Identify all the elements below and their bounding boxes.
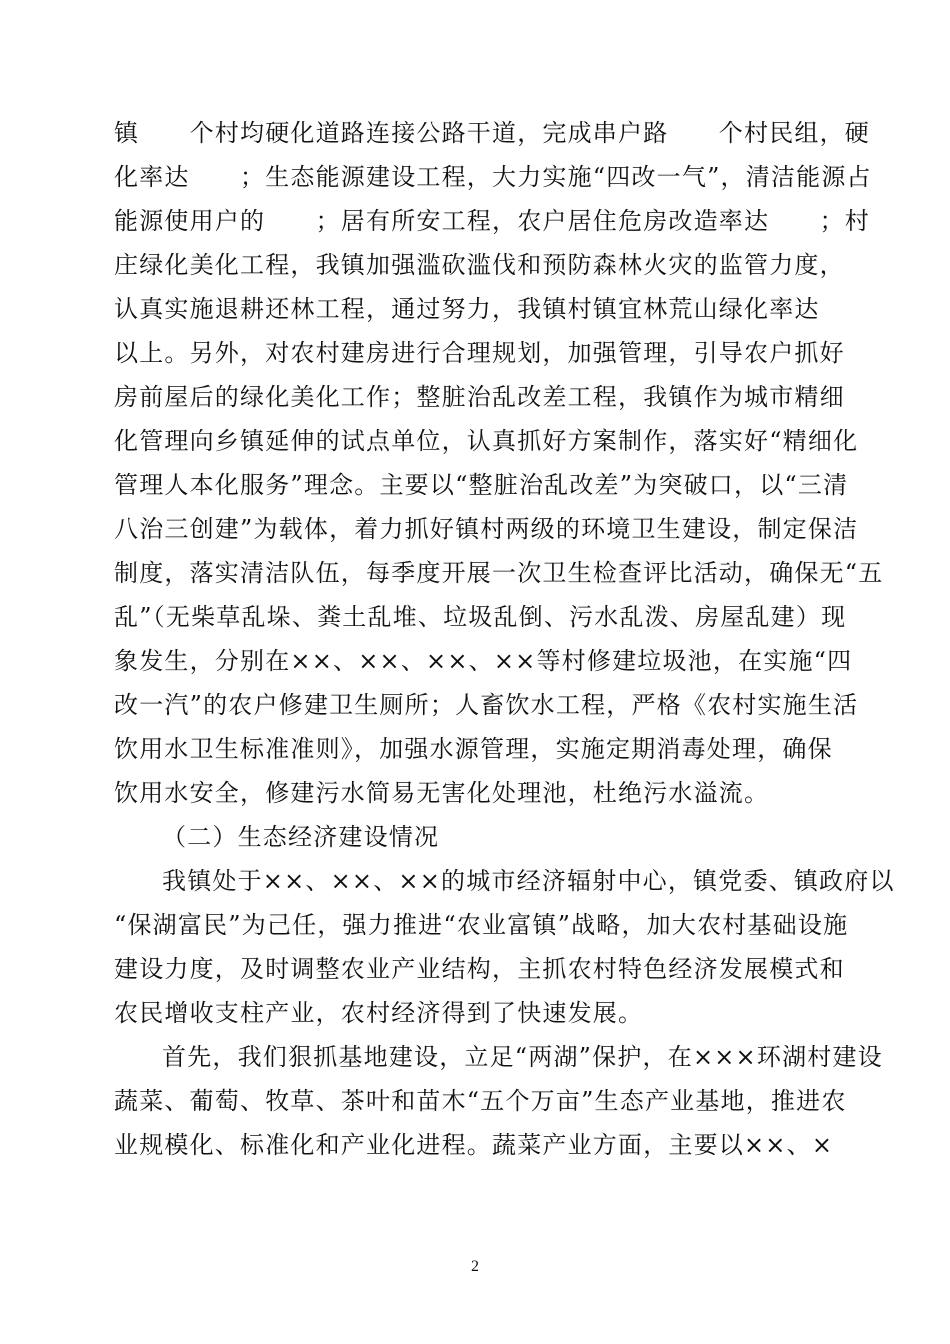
text-line: 镇 个村均硬化道路连接公路干道，完成串户路 个村民组，硬 [114,119,870,147]
text-line: 制度，落实清洁队伍，每季度开展一次卫生检查评比活动，确保无“五 [114,559,884,587]
text-line: 房前屋后的绿化美化工作；整脏治乱改差工程，我镇作为城市精细 [114,383,845,411]
text-line: 首先，我们狠抓基地建设，立足“两湖”保护，在×××环湖村建设 [162,1043,883,1071]
text-line: 饮用水卫生标准准则》，加强水源管理，实施定期消毒处理，确保 [114,735,833,763]
text-line: 改一汽”的农户修建卫生厕所；人畜饮水工程，严格《农村实施生活 [114,691,859,719]
text-line: 认真实施退耕还林工程，通过努力，我镇村镇宜林荒山绿化率达 [114,295,820,323]
text-line: 化管理向乡镇延伸的试点单位，认真抓好方案制作，落实好“精细化 [114,427,859,455]
text-line: 八治三创建”为载体，着力抓好镇村两级的环境卫生建设，制定保洁 [114,515,859,543]
text-line: 以上。另外，对农村建房进行合理规划，加强管理，引导农户抓好 [114,339,845,367]
text-line: 庄绿化美化工程，我镇加强滥砍滥伐和预防森林火灾的监管力度， [114,251,845,279]
section-heading: （二）生态经济建设情况 [162,823,440,851]
text-line: 农民增收支柱产业，农村经济得到了快速发展。 [114,999,644,1027]
text-line: “保湖富民”为己任，强力推进“农业富镇”战略，加大农村基础设施 [114,911,849,939]
text-line: 饮用水安全，修建污水简易无害化处理池，杜绝污水溢流。 [114,779,770,807]
text-line: 管理人本化服务”理念。主要以“整脏治乱改差”为突破口，以“三清 [114,471,849,499]
text-line: 象发生，分别在××、××、××、××等村修建垃圾池，在实施“四 [114,647,853,675]
text-line: 乱”（无柴草乱垛、粪土乱堆、垃圾乱倒、污水乱泼、房屋乱建）现 [114,603,847,631]
text-line: 业规模化、标准化和产业化进程。蔬菜产业方面，主要以××、× [114,1131,834,1159]
text-line: 能源使用户的 ；居有所安工程，农户居住危房改造率达 ；村 [114,207,870,235]
text-line: 我镇处于××、××、××的城市经济辐射中心，镇党委、镇政府以 [162,867,895,895]
text-line: 化率达 ；生态能源建设工程，大力实施“四改一气”，清洁能源占 [114,163,872,191]
text-line: 建设力度，及时调整农业产业结构，主抓农村特色经济发展模式和 [114,955,845,983]
page-number: 2 [471,1258,479,1275]
text-line: 蔬菜、葡萄、牧草、茶叶和苗木“五个万亩”生态产业基地，推进农 [114,1087,847,1115]
